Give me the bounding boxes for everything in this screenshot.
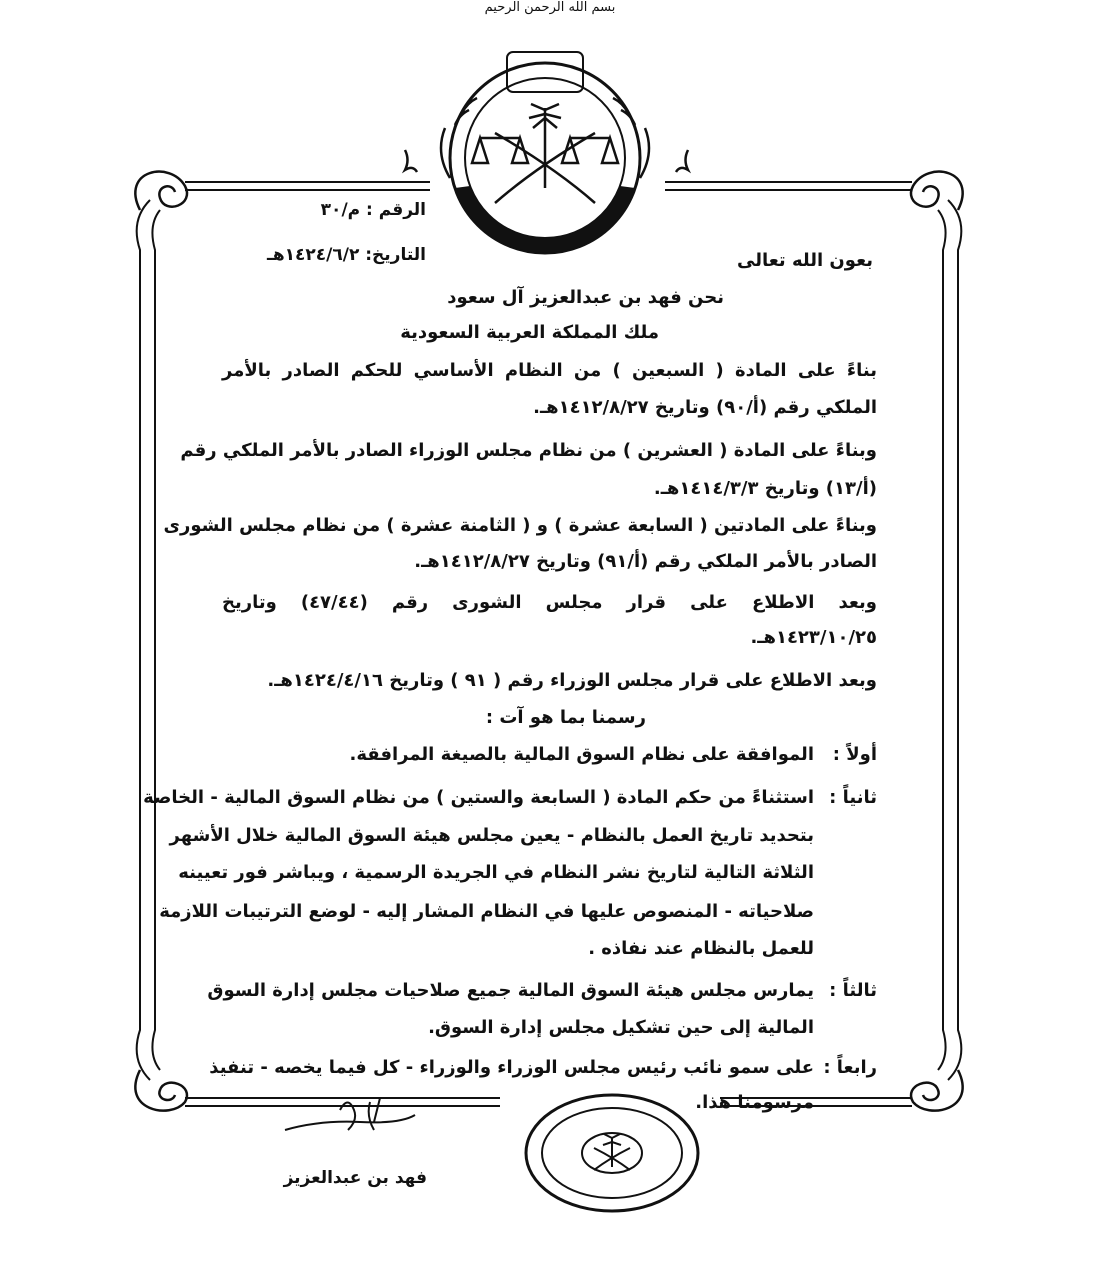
king-title: ملك المملكة العربية السعودية (400, 322, 659, 343)
king-name: نحن فهد بن عبدالعزيز آل سعود (447, 287, 724, 308)
recital-1-line-1: بناءً على المادة ( السبعين ) من النظام الأساسي للحكم الصادر بالأمر (222, 360, 877, 381)
recital-3-line-1: وبناءً على المادتين ( السابعة عشرة ) و ( الثامنة عشرة ) من نظام مجلس الشورى (163, 515, 877, 536)
article-1-text: الموافقة على نظام السوق المالية بالصيغة المرافقة. (349, 744, 814, 765)
article-2-line-2: بتحديد تاريخ العمل بالنظام - يعين مجلس هيئة السوق المالية خلال الأشهر (169, 825, 814, 846)
recital-1-line-2: الملكي رقم (أ/٩٠) وتاريخ ١٤١٢/٨/٢٧هـ. (533, 397, 877, 418)
recital-4-line-1: وبعد الاطلاع على قرار مجلس الشورى رقم (٤٧/٤٤) وتاريخ (222, 592, 877, 613)
king-signature (280, 1090, 420, 1140)
article-1-label: أولاً : (832, 744, 877, 765)
article-4-line-1: على سمو نائب رئيس مجلس الوزراء والوزراء - كل فيما يخصه - تنفيذ (209, 1057, 814, 1078)
article-3-label: ثالثاً : (829, 980, 877, 1001)
article-2-line-4: صلاحياته - المنصوص عليها في النظام المشار إليه - لوضع الترتيبات اللازمة (159, 901, 814, 922)
decree-intro: رسمنا بما هو آت : (485, 707, 646, 728)
recital-2-line-1: وبناءً على المادة ( العشرين ) من نظام مجلس الوزراء الصادر بالأمر الملكي رقم (180, 440, 877, 461)
article-3-line-2: المالية إلى حين تشكيل مجلس إدارة السوق. (428, 1017, 814, 1038)
recital-4-line-2: ١٤٢٣/١٠/٢٥هـ. (750, 627, 877, 648)
article-2-label: ثانياً : (829, 787, 877, 808)
opening-line: بعون الله تعالى (737, 250, 873, 271)
article-4-line-2: مرسومنا هذا. (695, 1092, 814, 1113)
bismillah: بسم الله الرحمن الرحيم (484, 0, 616, 15)
article-2-line-3: الثلاثة التالية لتاريخ نشر النظام في الجريدة الرسمية ، ويباشر فور تعيينه (178, 862, 814, 883)
kingdom-emblem (425, 38, 665, 258)
article-4-label: رابعاً : (823, 1057, 877, 1078)
recital-5: وبعد الاطلاع على قرار مجلس الوزراء رقم ( ٩١ ) وتاريخ ١٤٢٤/٤/١٦هـ. (267, 670, 877, 691)
reference-number: الرقم : م/٣٠ (320, 200, 426, 220)
signatory-name: فهد بن عبدالعزيز (283, 1168, 427, 1188)
recital-3-line-2: الصادر بالأمر الملكي رقم (أ/٩١) وتاريخ ١٤١٢/٨/٢٧هـ. (414, 551, 877, 572)
article-3-line-1: يمارس مجلس هيئة السوق المالية جميع صلاحيات مجلس إدارة السوق (207, 980, 814, 1001)
council-seal (522, 1092, 702, 1214)
decree-date: التاريخ: ١٤٢٤/٦/٢هـ (267, 245, 426, 265)
article-2-line-5: للعمل بالنظام عند نفاذه . (588, 938, 814, 959)
recital-2-line-2: (أ/١٣) وتاريخ ١٤١٤/٣/٣هـ. (653, 478, 877, 499)
article-2-line-1: استثناءً من حكم المادة ( السابعة والستين ) من نظام السوق المالية - الخاصة (143, 787, 814, 808)
